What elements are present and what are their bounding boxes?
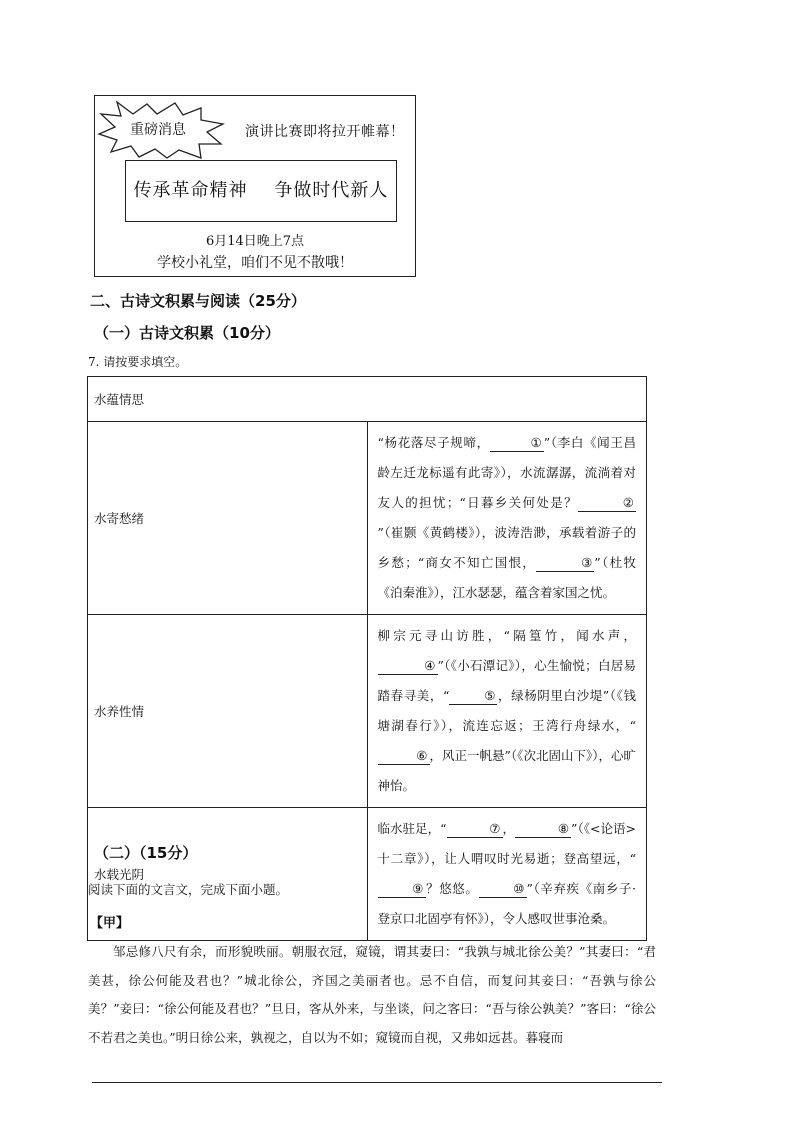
section-heading: 二、古诗文积累与阅读（25分） (90, 292, 306, 310)
classical-passage: 邹忌修八尺有余，而形貌昳丽。朝服衣冠，窥镜，谓其妻曰：“我孰与城北徐公美？”其妻曰：“君美甚，徐公何能及君也？”城北徐公，齐国之美丽者也。忌不自信，而复问其妾曰：“吾孰与徐公美？”妾曰：“徐公何能及君也？”旦日，客从外来，与坐谈，问之客曰：“吾与徐公孰美？”客曰：“徐公不若君之美也。”明日徐公来，孰视之，自以为不如；窥镜而自视，又弗如远甚。暮寝而 (88, 944, 656, 1045)
content-text: ”（李白《闻王昌龄左迁龙标遥有此寄》），水流潺潺，流淌着对友人的担忧；“日暮乡关何处是？ (377, 435, 636, 510)
answer-blank[interactable]: ⑤ (449, 688, 497, 705)
answer-blank[interactable]: ④ (378, 658, 438, 675)
table-row (88, 615, 647, 808)
content-text: ，风正一帆悬”（《次北固山下》），心旷神怡。 (377, 748, 636, 793)
event-poster (94, 95, 416, 277)
content-text: 临水驻足，“ (377, 821, 447, 836)
passage-label: 【甲】 (90, 916, 130, 931)
event-time: 6月14日晚上7点 (205, 234, 305, 249)
answer-blank[interactable]: ② (578, 495, 636, 512)
footer-divider (92, 1082, 662, 1083)
reading-instruction: 阅读下面的文言文，完成下面小题。 (88, 882, 289, 897)
slogan-box: 传承革命精神 争做时代新人 (125, 160, 397, 222)
answer-blank[interactable]: ⑦ (447, 821, 503, 838)
table-row (88, 422, 647, 615)
content-text: “杨花落尽子规啼， (377, 435, 490, 450)
answer-blank[interactable]: ⑧ (515, 821, 571, 838)
answer-blank[interactable]: ⑨ (378, 881, 426, 898)
content-text: ，绿杨阴里白沙堤”（《钱塘湖春行》），流连忘返；王湾行舟绿水，“ (377, 688, 636, 733)
table-row (88, 808, 647, 941)
row-label: 水寄愁绪 (88, 422, 368, 615)
table-title: 水蕴情思 (88, 377, 647, 422)
answer-blank[interactable]: ③ (536, 555, 594, 572)
content-text: ”（《<论语>十二章》），让人喟叹时光易逝；登高望远，“ (377, 821, 637, 866)
answer-blank[interactable]: ⑥ (378, 748, 430, 765)
row-content (367, 808, 647, 941)
content-text: ？悠悠。 (425, 881, 479, 896)
table-header-row (88, 377, 647, 422)
row-label: 水养性情 (88, 615, 368, 808)
question-7: 7. 请按要求填空。 (88, 355, 188, 369)
content-text: 柳宗元寻山访胜，“隔篁竹，闻水声， (377, 628, 636, 643)
burst-label: 重磅消息 (130, 122, 186, 138)
poster-headline: 演讲比赛即将拉开帷幕！ (245, 124, 405, 140)
content-text: ”（杜牧《泊秦淮》），江水瑟瑟，蕴含着家国之忧。 (377, 555, 636, 600)
row-label: 水载光阴 (88, 808, 368, 941)
subsection-heading: （一）古诗文积累（10分） (94, 324, 280, 342)
row-content (367, 422, 647, 615)
content-text: ”（《小石潭记》），心生愉悦；白居易踏春寻美，“ (377, 658, 636, 703)
content-text: ”（崔颢《黄鹤楼》），波涛浩渺，承载着游子的乡愁；“商女不知亡国恨， (377, 525, 636, 570)
content-text: ”（辛弃疾《南乡子·登京口北固亭有怀》），令人感叹世事沧桑。 (377, 881, 636, 926)
answer-blank[interactable]: ① (490, 435, 544, 452)
subsection-heading-2: （二）（15分） (94, 844, 198, 862)
content-text: ， (502, 821, 516, 836)
event-place: 学校小礼堂，咱们不见不散哦！ (157, 255, 353, 271)
row-content (367, 615, 647, 808)
answer-blank[interactable]: ⑩ (479, 881, 527, 898)
